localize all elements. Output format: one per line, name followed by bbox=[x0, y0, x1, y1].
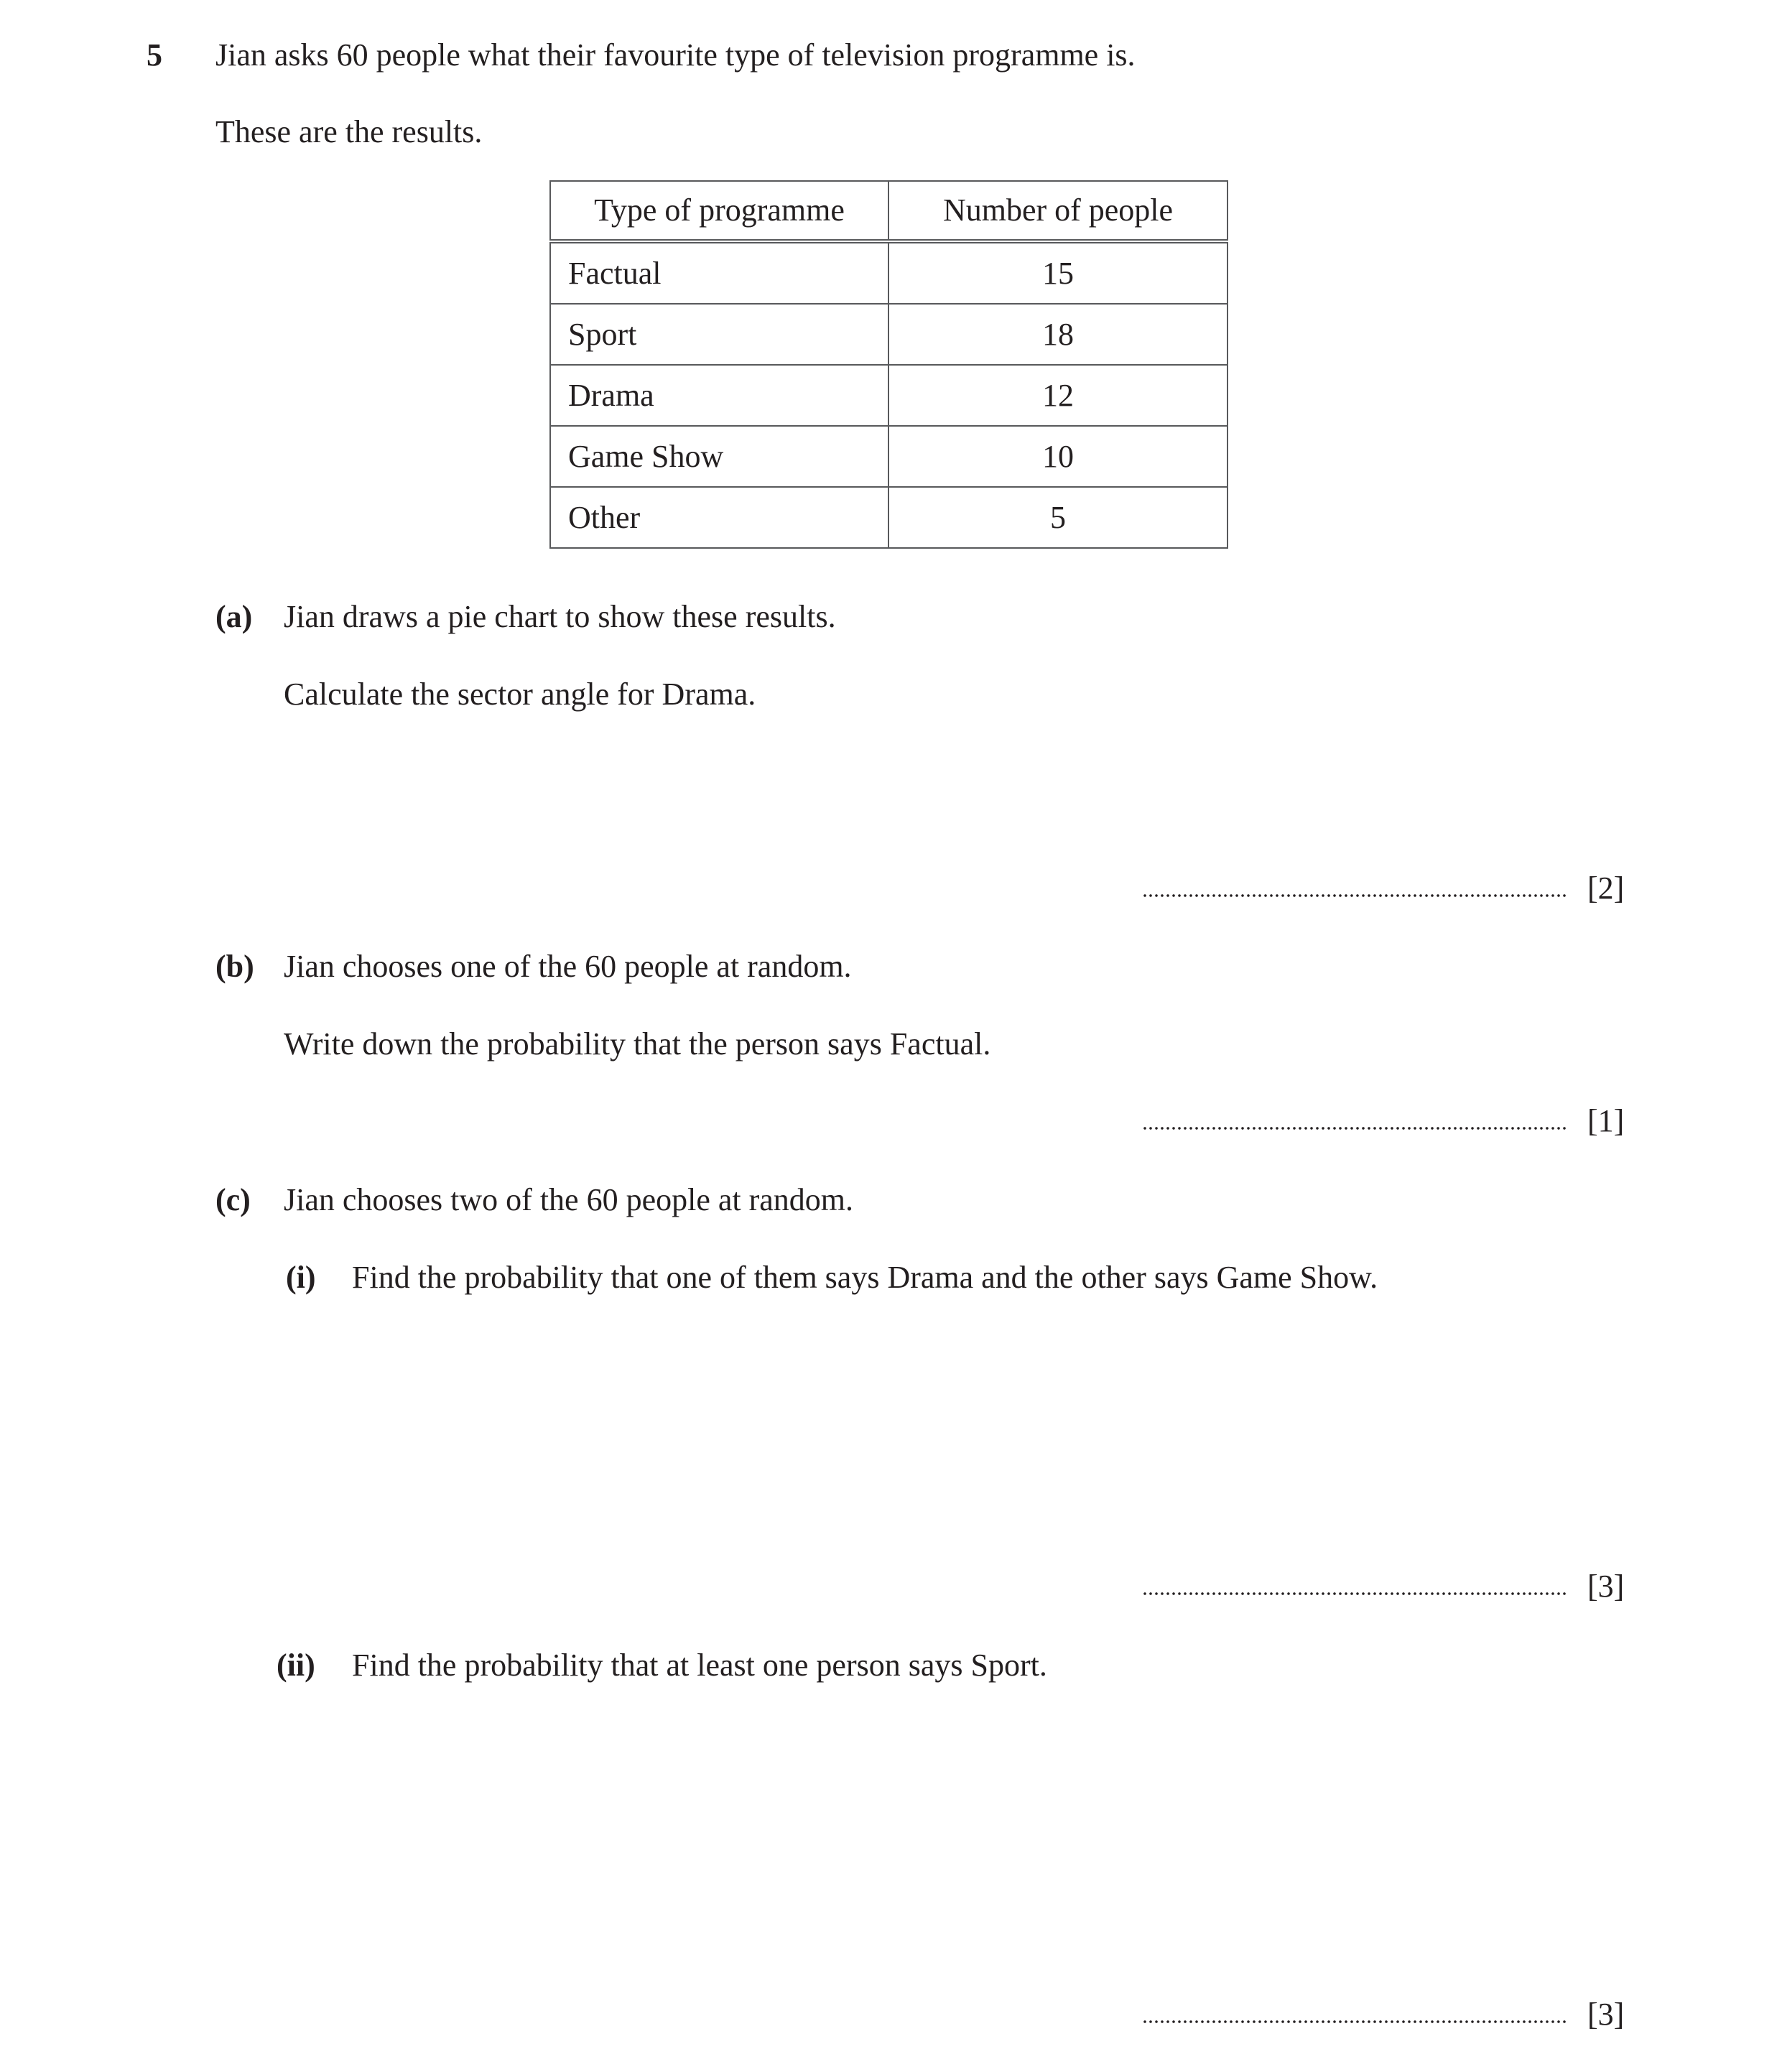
part-c-ii-label: (ii) bbox=[277, 1648, 315, 1683]
programme-type-cell: Other bbox=[550, 487, 888, 548]
marks-b: [1] bbox=[1587, 1103, 1625, 1138]
answer-line-b[interactable] bbox=[1142, 1126, 1567, 1130]
table-row bbox=[550, 365, 1228, 426]
results-table bbox=[549, 180, 1228, 549]
count-cell: 10 bbox=[888, 426, 1228, 487]
count-cell: 18 bbox=[888, 304, 1228, 365]
table-header-row bbox=[550, 181, 1228, 241]
part-c-line1: Jian chooses two of the 60 people at random. bbox=[284, 1182, 854, 1217]
answer-line-a[interactable] bbox=[1142, 893, 1567, 898]
table-row bbox=[550, 241, 1228, 304]
question-number: 5 bbox=[147, 37, 162, 73]
part-b-line1: Jian chooses one of the 60 people at random. bbox=[284, 949, 852, 984]
table-row bbox=[550, 487, 1228, 548]
part-a-line1: Jian draws a pie chart to show these results. bbox=[284, 599, 836, 634]
column-header-type: Type of programme bbox=[550, 181, 888, 241]
part-c-ii-text: Find the probability that at least one person says Sport. bbox=[352, 1648, 1047, 1683]
count-cell: 12 bbox=[888, 365, 1228, 426]
count-cell: 5 bbox=[888, 487, 1228, 548]
marks-c-i: [3] bbox=[1587, 1569, 1625, 1604]
table-row bbox=[550, 304, 1228, 365]
part-b-label: (b) bbox=[215, 949, 254, 984]
part-c-i-label: (i) bbox=[286, 1260, 316, 1295]
part-c-i-text: Find the probability that one of them says Drama and the other says Game Show. bbox=[352, 1260, 1378, 1295]
count-cell: 15 bbox=[888, 241, 1228, 304]
results-line: These are the results. bbox=[215, 114, 483, 149]
answer-line-c-i[interactable] bbox=[1142, 1592, 1567, 1596]
part-a-label: (a) bbox=[215, 599, 253, 634]
question-intro: Jian asks 60 people what their favourite type of television programme is. bbox=[215, 37, 1136, 73]
column-header-count: Number of people bbox=[888, 181, 1228, 241]
marks-a: [2] bbox=[1587, 870, 1625, 906]
programme-type-cell: Factual bbox=[550, 241, 888, 304]
part-b-line2: Write down the probability that the person says Factual. bbox=[284, 1026, 991, 1061]
marks-c-ii: [3] bbox=[1587, 1997, 1625, 2032]
programme-type-cell: Drama bbox=[550, 365, 888, 426]
answer-line-c-ii[interactable] bbox=[1142, 2020, 1567, 2024]
part-c-label: (c) bbox=[215, 1182, 251, 1217]
table-row bbox=[550, 426, 1228, 487]
programme-type-cell: Game Show bbox=[550, 426, 888, 487]
part-a-line2: Calculate the sector angle for Drama. bbox=[284, 677, 756, 712]
programme-type-cell: Sport bbox=[550, 304, 888, 365]
